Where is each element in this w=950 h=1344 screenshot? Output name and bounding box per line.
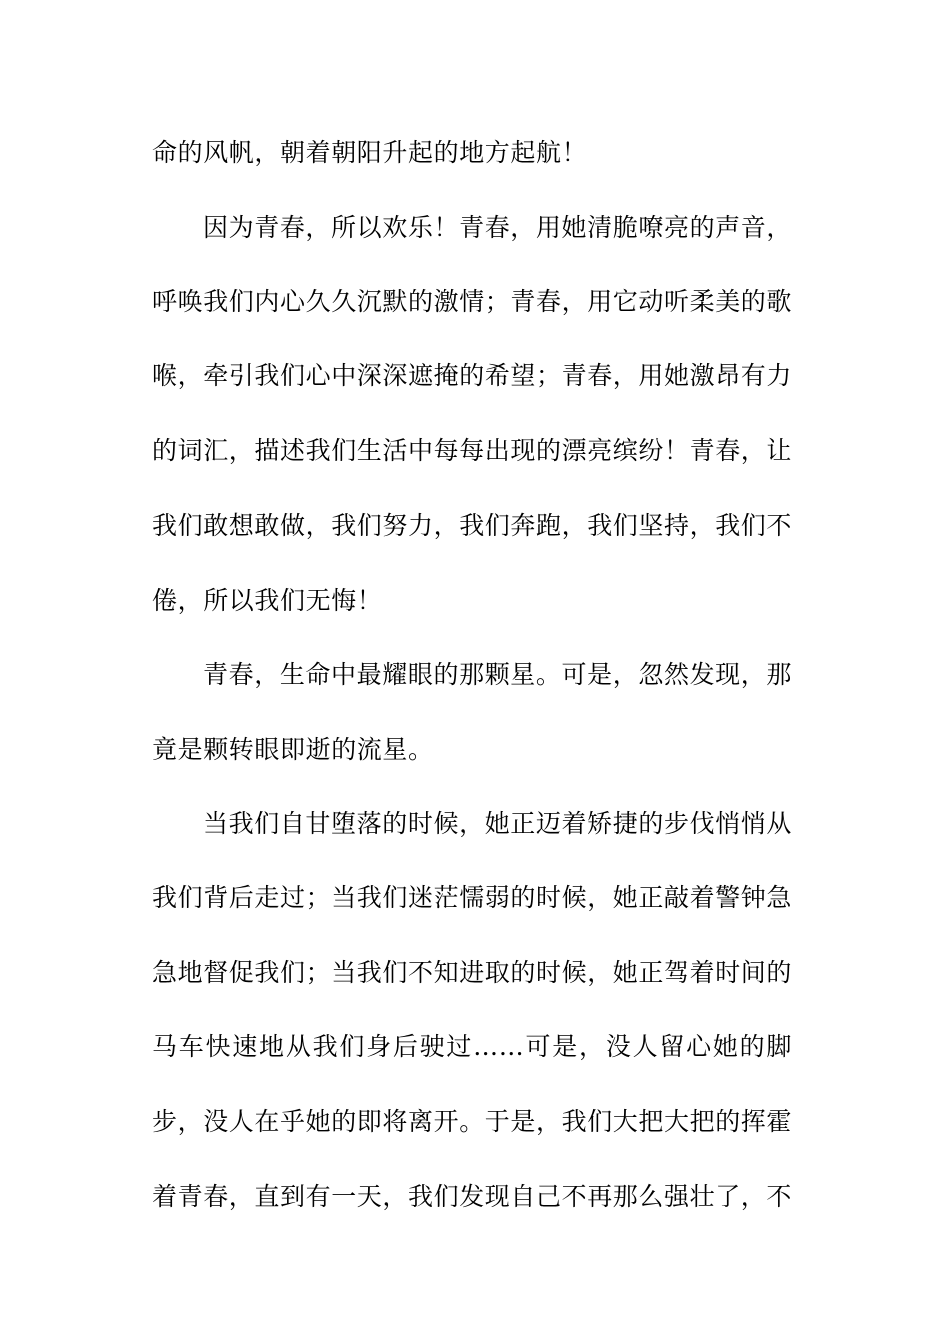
text-line: 呼唤我们内心久久沉默的激情；青春，用它动听柔美的歌	[152, 287, 793, 316]
text-line: 马车快速地从我们身后驶过……可是，没人留心她的脚	[152, 1032, 792, 1061]
text-line: 步，没人在乎她的即将离开。于是，我们大把大把的挥霍	[152, 1107, 793, 1136]
text-line: 竟是颗转眼即逝的流星。	[152, 735, 434, 764]
text-line: 倦，所以我们无悔！	[152, 586, 383, 615]
text-line: 我们背后走过；当我们迷茫懦弱的时候，她正敲着警钟急	[152, 883, 793, 912]
text-line: 的词汇，描述我们生活中每每出现的漂亮缤纷！青春，让	[152, 436, 793, 465]
text-line: 我们敢想敢做，我们努力，我们奔跑，我们坚持，我们不	[152, 511, 793, 540]
text-line: 着青春，直到有一天，我们发现自己不再那么强壮了，不	[152, 1182, 793, 1211]
text-line: 急地督促我们；当我们不知进取的时候，她正驾着时间的	[152, 958, 793, 987]
text-line: 命的风帆，朝着朝阳升起的地方起航！	[152, 138, 588, 167]
paragraph-first-line: 青春，生命中最耀眼的那颗星。可是，忽然发现，那	[203, 660, 792, 689]
paragraph-first-line: 当我们自甘堕落的时候，她正迈着矫捷的步伐悄悄从	[203, 809, 792, 838]
text-line: 喉，牵引我们心中深深遮掩的希望；青春，用她激昂有力	[152, 361, 793, 390]
paragraph-first-line: 因为青春，所以欢乐！青春，用她清脆嘹亮的声音，	[203, 213, 792, 242]
